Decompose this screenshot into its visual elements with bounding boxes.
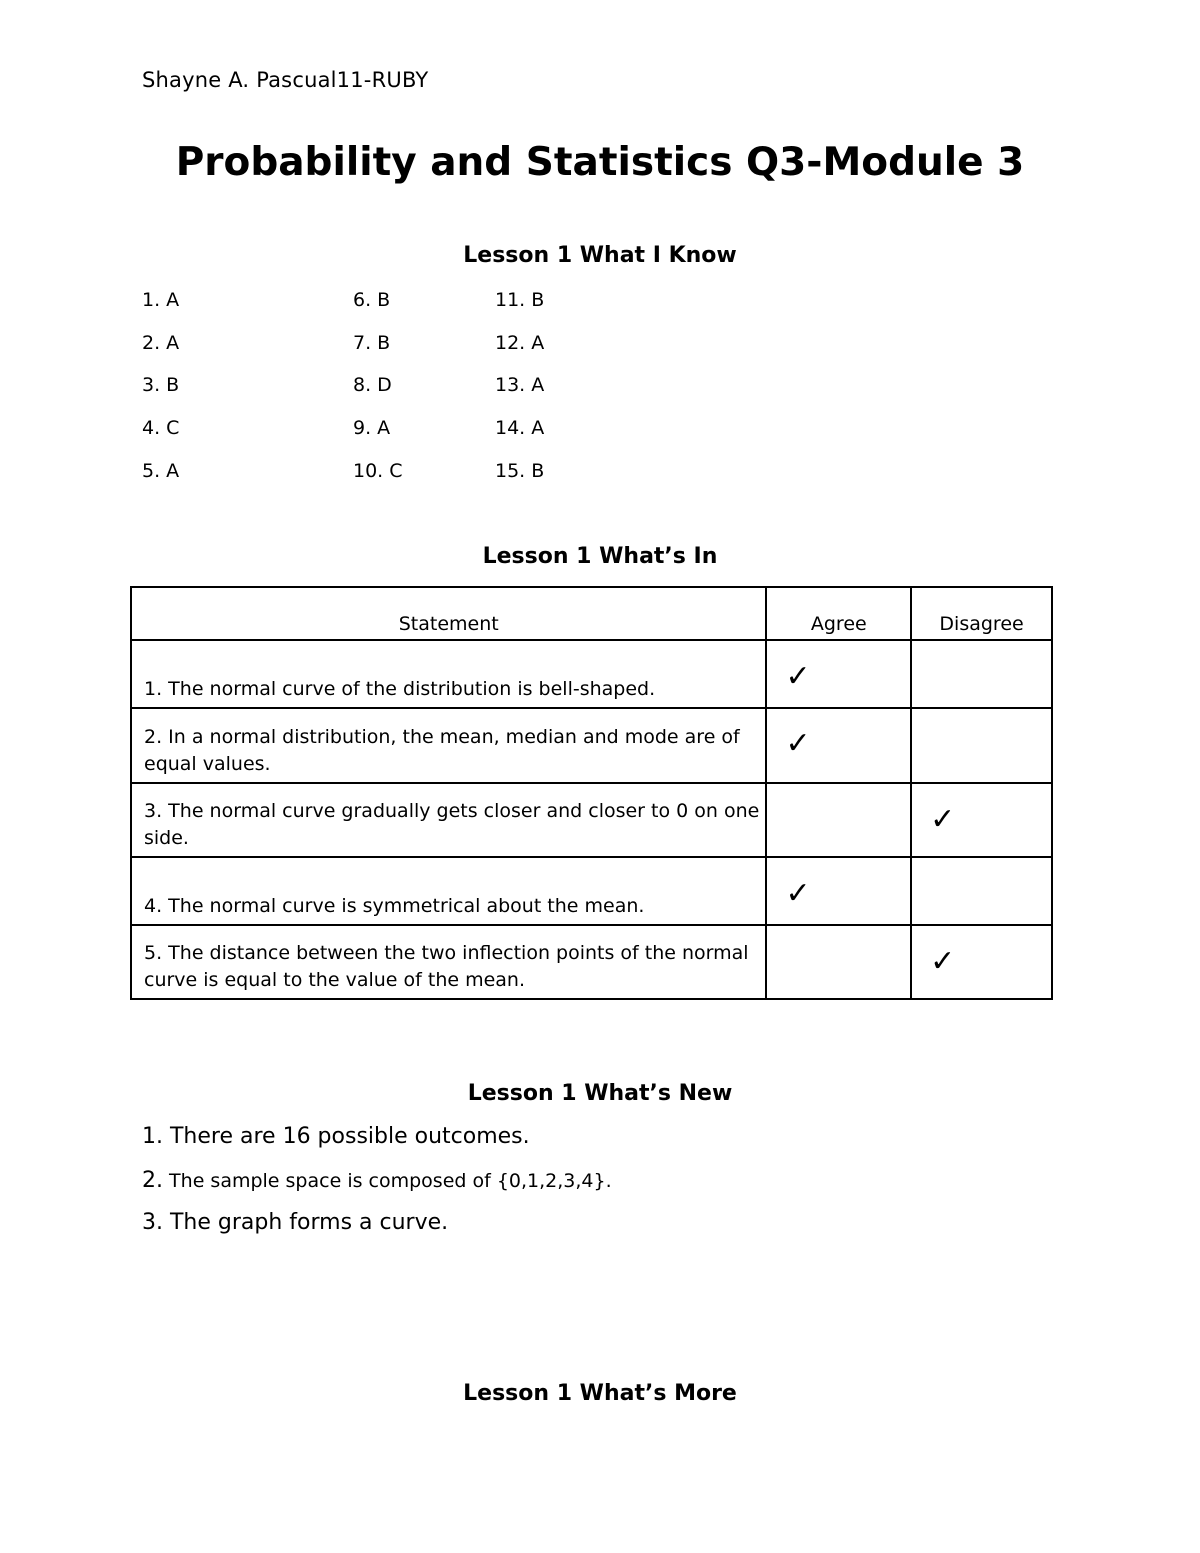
student-name-header: Shayne A. Pascual11-RUBY [142,68,429,92]
statement-cell: 3. The normal curve gradually gets closer and closer to 0 on one side. [131,783,766,857]
statement-column-header: Statement [131,587,766,640]
check-mark-icon: ✓ [785,659,811,694]
item-text: The graph forms a curve. [163,1210,449,1235]
answer-item: 11. B [495,289,545,311]
disagree-cell [911,783,1052,857]
agree-column-header: Agree [766,587,911,640]
table-header-row [131,587,1052,640]
disagree-column-header: Disagree [911,587,1052,640]
list-item [142,1210,448,1235]
answer-item: 7. B [353,332,391,354]
statement-cell: 1. The normal curve of the distribution is bell-shaped. [131,640,766,708]
statement-cell: 4. The normal curve is symmetrical about the mean. [131,857,766,925]
item-number: 1. [142,1124,163,1149]
answer-item: 12. A [495,332,545,354]
check-mark-icon: ✓ [785,876,811,911]
list-item [142,1124,530,1149]
disagree-cell [911,925,1052,999]
answer-item: 10. C [353,460,403,482]
list-item [142,1168,612,1193]
disagree-cell [911,857,1052,925]
document-title: Probability and Statistics Q3-Module 3 [175,140,1025,185]
answer-item: 3. B [142,374,180,396]
agree-cell [766,708,911,783]
answer-item: 8. D [353,374,392,396]
whats-new-heading: Lesson 1 What’s New [467,1081,733,1106]
table-row [131,857,1052,925]
disagree-cell [911,640,1052,708]
answer-item: 2. A [142,332,180,354]
whats-more-heading: Lesson 1 What’s More [463,1381,737,1406]
answer-item: 15. B [495,460,545,482]
statement-cell: 2. In a normal distribution, the mean, median and mode are of equal values. [131,708,766,783]
answer-item: 9. A [353,417,391,439]
disagree-cell [911,708,1052,783]
table-row [131,708,1052,783]
answer-item: 4. C [142,417,180,439]
item-text: The sample space is composed of {0,1,2,3,4}. [163,1170,612,1192]
check-mark-icon: ✓ [930,802,956,837]
agree-cell [766,857,911,925]
answer-item: 14. A [495,417,545,439]
table-row [131,925,1052,999]
check-mark-icon: ✓ [930,944,956,979]
answer-item: 5. A [142,460,180,482]
answer-item: 13. A [495,374,545,396]
what-i-know-heading: Lesson 1 What I Know [463,243,737,268]
item-number: 3. [142,1210,163,1235]
answer-item: 6. B [353,289,391,311]
item-number: 2. [142,1168,163,1193]
table-row [131,783,1052,857]
agree-cell [766,783,911,857]
agree-cell [766,925,911,999]
table-row [131,640,1052,708]
answer-item: 1. A [142,289,180,311]
item-text: There are 16 possible outcomes. [163,1124,530,1149]
check-mark-icon: ✓ [785,726,811,761]
whats-in-table [130,586,1053,1000]
statement-cell: 5. The distance between the two inflection points of the normal curve is equal to the value of the mean. [131,925,766,999]
agree-cell [766,640,911,708]
whats-in-heading: Lesson 1 What’s In [482,544,718,569]
